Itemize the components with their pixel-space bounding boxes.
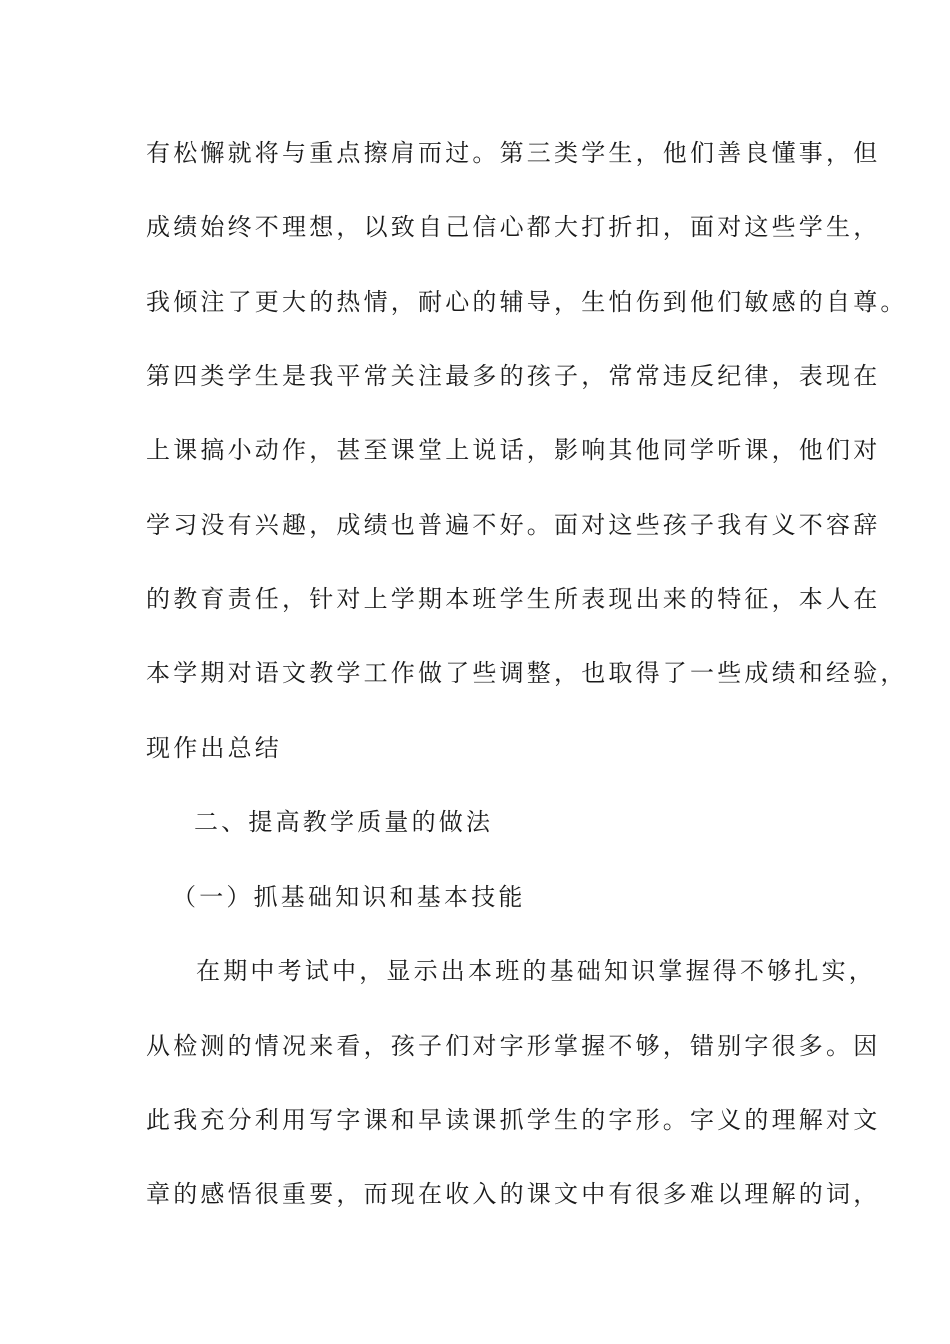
text-line-8: 本学期对语文教学工作做了些调整，也取得了一些成绩和经验， <box>146 659 908 687</box>
text-line-2: 成绩始终不理想，以致自己信心都大打折扣，面对这些学生， <box>146 213 881 241</box>
text-line-9: 现作出总结 <box>146 734 282 762</box>
subsection-heading: （一）抓基础知识和基本技能 <box>172 883 526 911</box>
text-line-3: 我倾注了更大的热情，耐心的辅导，生怕伤到他们敏感的自尊。 <box>146 288 908 316</box>
section-heading: 二、提高教学质量的做法 <box>194 808 494 836</box>
text-line-1: 有松懈就将与重点擦肩而过。第三类学生，他们善良懂事，但 <box>146 139 881 167</box>
text-line-14: 此我充分利用写字课和早读课抓学生的字形。字义的理解对文 <box>146 1106 881 1134</box>
text-line-6: 学习没有兴趣，成绩也普遍不好。面对这些孩子我有义不容辞 <box>146 511 881 539</box>
text-line-12: 在期中考试中，显示出本班的基础知识掌握得不够扎实， <box>196 957 876 985</box>
text-line-4: 第四类学生是我平常关注最多的孩子，常常违反纪律，表现在 <box>146 362 881 390</box>
text-line-5: 上课搞小动作，甚至课堂上说话，影响其他同学听课，他们对 <box>146 436 881 464</box>
text-line-13: 从检测的情况来看，孩子们对字形掌握不够，错别字很多。因 <box>146 1032 881 1060</box>
text-line-7: 的教育责任，针对上学期本班学生所表现出来的特征，本人在 <box>146 585 881 613</box>
text-line-15: 章的感悟很重要，而现在收入的课文中有很多难以理解的词， <box>146 1180 881 1208</box>
